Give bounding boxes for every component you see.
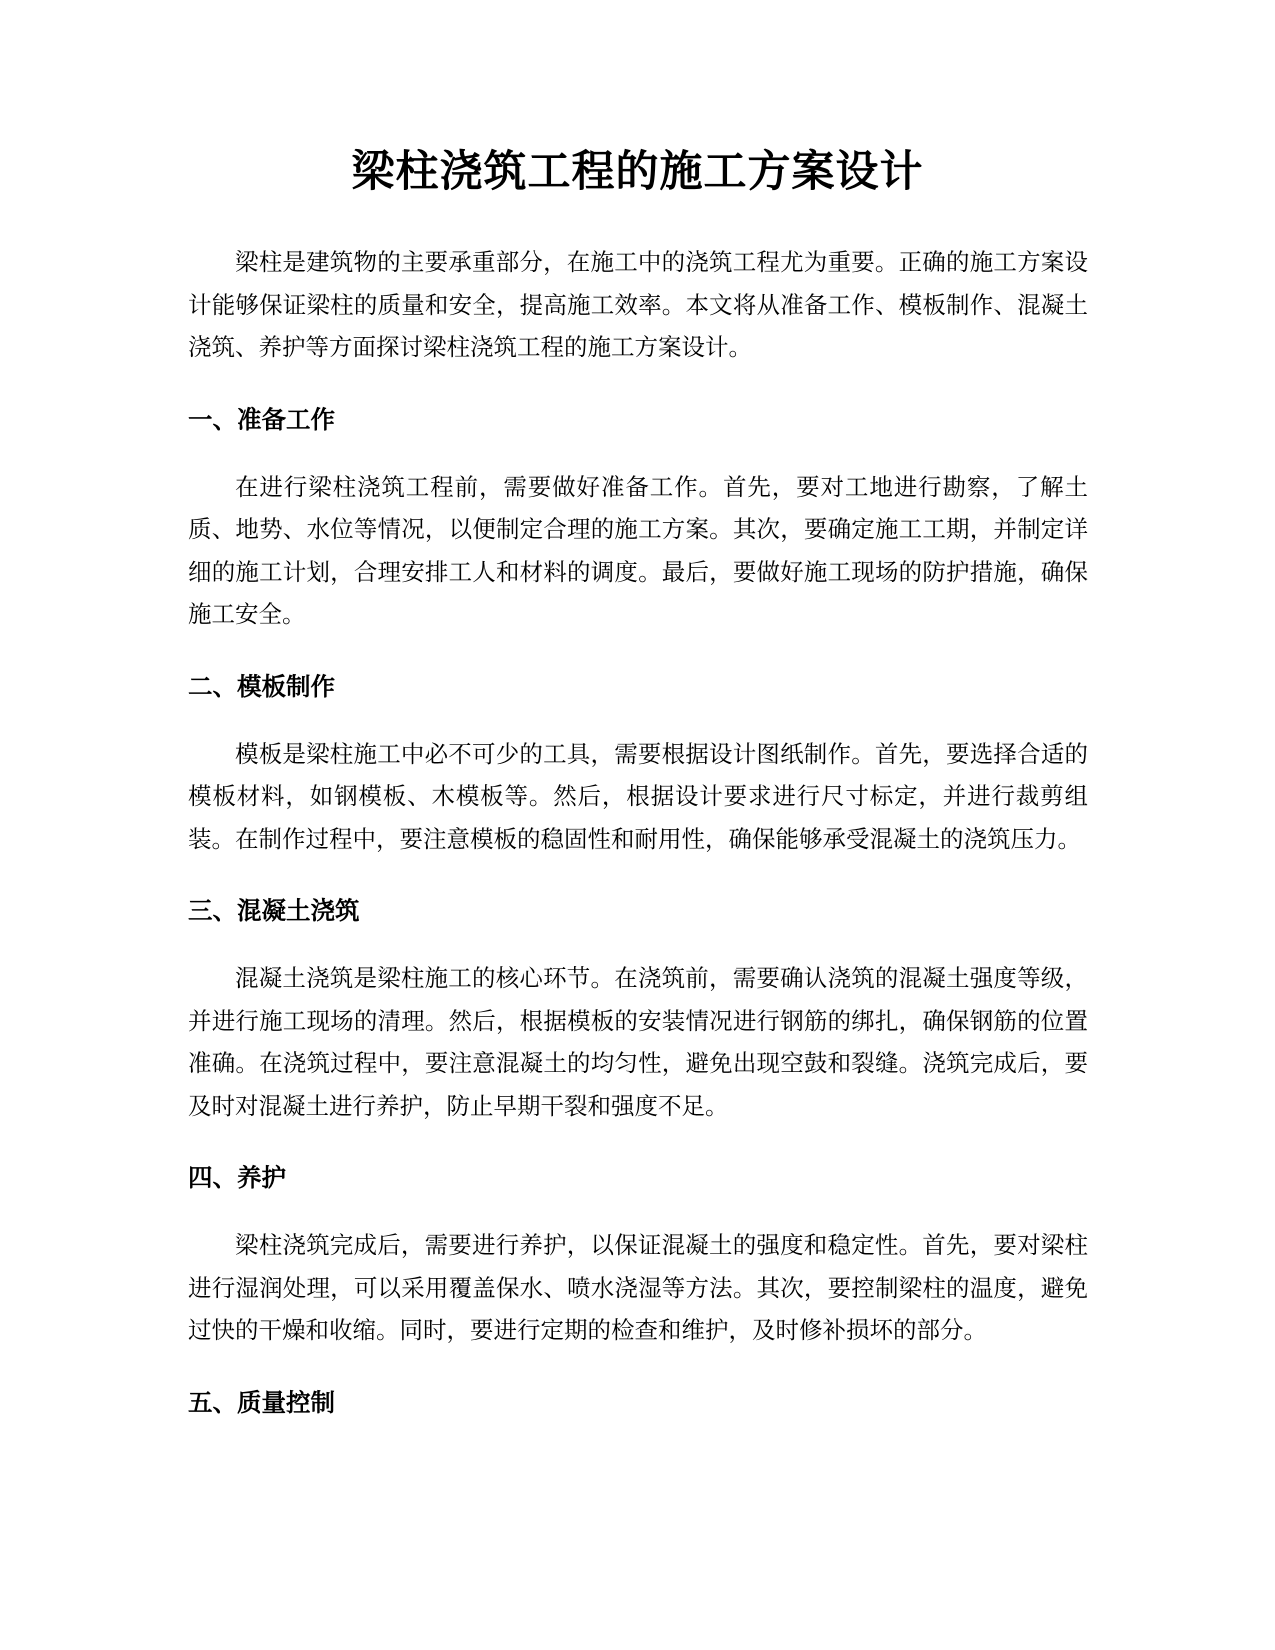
section-heading-formwork: 二、模板制作: [188, 671, 335, 701]
section-paragraph-concrete-pouring: 混凝土浇筑是梁柱施工的核心环节。在浇筑前，需要确认浇筑的混凝土强度等级，并进行施工现场的清理。然后，根据模板的安装情况进行钢筋的绑扎，确保钢筋的位置准确。在浇筑过程中，要注意混凝土的均匀性，避免出现空鼓和裂缝。浇筑完成后，要及时对混凝土进行养护，防止早期干裂和强度不足。: [188, 964, 1088, 1120]
intro-paragraph: 梁柱是建筑物的主要承重部分，在施工中的浇筑工程尤为重要。正确的施工方案设计能够保证梁柱的质量和安全，提高施工效率。本文将从准备工作、模板制作、混凝土浇筑、养护等方面探讨梁柱浇筑工程的施工方案设计。: [188, 248, 1088, 361]
document-body: [188, 241, 1088, 1449]
section-heading-quality-control: 五、质量控制: [188, 1387, 335, 1417]
section-paragraph-preparation: 在进行梁柱浇筑工程前，需要做好准备工作。首先，要对工地进行勘察，了解土质、地势、水位等情况，以便制定合理的施工方案。其次，要确定施工工期，并制定详细的施工计划，合理安排工人和材料的调度。最后，要做好施工现场的防护措施，确保施工安全。: [188, 472, 1088, 628]
section-paragraph-curing: 梁柱浇筑完成后，需要进行养护，以保证混凝土的强度和稳定性。首先，要对梁柱进行湿润处理，可以采用覆盖保水、喷水浇湿等方法。其次，要控制梁柱的温度，避免过快的干燥和收缩。同时，要进行定期的检查和维护，及时修补损坏的部分。: [188, 1231, 1088, 1344]
section-heading-concrete-pouring: 三、混凝土浇筑: [188, 896, 360, 925]
section-heading-curing: 四、养护: [188, 1163, 286, 1192]
document-title: 梁柱浇筑工程的施工方案设计: [351, 147, 924, 197]
section-paragraph-formwork: 模板是梁柱施工中必不可少的工具，需要根据设计图纸制作。首先，要选择合适的模板材料，如钢模板、木模板等。然后，根据设计要求进行尺寸标定，并进行裁剪组装。在制作过程中，要注意模板的稳固性和耐用性，确保能够承受混凝土的浇筑压力。: [188, 739, 1088, 853]
section-heading-preparation: 一、准备工作: [188, 404, 335, 434]
